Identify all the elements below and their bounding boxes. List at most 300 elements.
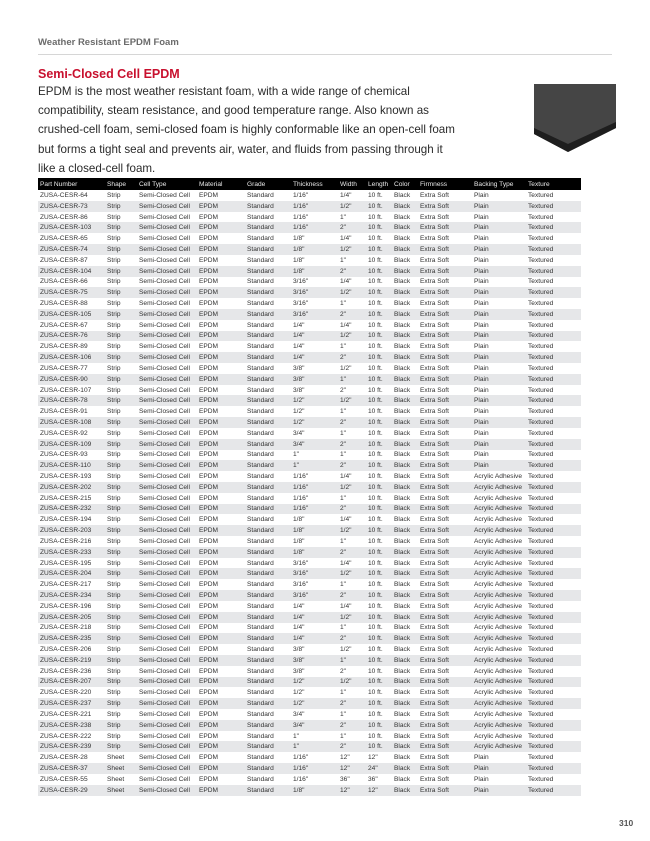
table-row <box>38 341 581 352</box>
table-cell: Extra Soft <box>418 287 472 298</box>
table-cell: 1/8" <box>291 244 338 255</box>
table-cell: Plain <box>474 213 489 221</box>
table-cell: Strip <box>105 222 137 233</box>
table-row <box>38 633 581 644</box>
table-cell: Semi-Closed Cell <box>137 287 197 298</box>
table-cell: Semi-Closed Cell <box>137 741 197 752</box>
table-cell: 10 ft. <box>368 537 383 545</box>
table-cell: 10 ft. <box>366 395 392 406</box>
table-cell: 3/8" <box>293 667 305 675</box>
table-cell: 2" <box>338 547 366 558</box>
table-cell: Semi-Closed Cell <box>137 763 197 774</box>
table-cell: 1/16" <box>291 482 338 493</box>
table-cell: Strip <box>107 300 121 308</box>
table-cell: 10 ft. <box>368 516 383 524</box>
table-cell: Plain <box>472 222 526 233</box>
table-cell: Strip <box>107 689 121 697</box>
table-cell: ZUSA-CESR-221 <box>40 710 92 718</box>
table-cell: Strip <box>107 235 121 243</box>
table-cell: EPDM <box>199 559 219 567</box>
table-row <box>38 666 581 677</box>
table-cell: Strip <box>105 633 137 644</box>
table-row <box>38 352 581 363</box>
table-cell: 1/16" <box>293 213 309 221</box>
table-cell: Acrylic Adhesive <box>472 590 526 601</box>
table-cell: Textured <box>526 460 581 471</box>
table-cell: Plain <box>474 754 489 762</box>
table-cell: ZUSA-CESR-92 <box>40 429 88 437</box>
table-cell: Black <box>394 646 411 654</box>
table-cell: Strip <box>105 568 137 579</box>
table-cell: ZUSA-CESR-235 <box>38 633 105 644</box>
table-cell: ZUSA-CESR-194 <box>40 516 92 524</box>
table-cell: 2" <box>338 222 366 233</box>
table-cell: Semi-Closed Cell <box>137 785 197 796</box>
column-header: Grade <box>245 178 291 190</box>
table-cell: 3/8" <box>293 386 305 394</box>
table-cell: Black <box>394 300 411 308</box>
table-cell: Extra Soft <box>420 667 449 675</box>
table-cell: 12" <box>338 785 366 796</box>
table-cell: 10 ft. <box>366 612 392 623</box>
table-cell: Plain <box>472 287 526 298</box>
table-cell: ZUSA-CESR-195 <box>40 559 92 567</box>
table-cell: Semi-Closed Cell <box>137 331 197 342</box>
table-cell: 2" <box>340 386 347 394</box>
table-cell: Black <box>392 677 418 688</box>
table-cell: EPDM <box>197 331 245 342</box>
table-row <box>38 190 581 201</box>
table-cell: Textured <box>528 343 554 351</box>
table-cell: Black <box>392 482 418 493</box>
table-cell: Strip <box>105 741 137 752</box>
table-cell: Black <box>394 516 411 524</box>
table-cell: Standard <box>245 266 291 277</box>
table-cell: Semi-Closed Cell <box>137 266 197 277</box>
table-cell: Strip <box>105 244 137 255</box>
table-cell: Strip <box>107 516 121 524</box>
table-cell: 1" <box>340 710 347 718</box>
table-cell: Standard <box>247 191 274 199</box>
table-cell: Standard <box>247 494 274 502</box>
table-cell: Extra Soft <box>418 374 472 385</box>
table-cell: Semi-Closed Cell <box>139 364 190 372</box>
table-cell: Plain <box>472 201 526 212</box>
table-row <box>38 687 581 698</box>
table-cell: Standard <box>245 374 291 385</box>
table-cell: 3/16" <box>293 300 309 308</box>
table-cell: Extra Soft <box>418 698 472 709</box>
table-cell: Standard <box>247 386 274 394</box>
table-cell: Extra Soft <box>420 754 449 762</box>
table-cell: Acrylic Adhesive <box>472 612 526 623</box>
table-cell: EPDM <box>199 710 219 718</box>
table-cell: ZUSA-CESR-207 <box>38 677 105 688</box>
table-cell: 1/16" <box>293 494 309 502</box>
table-cell: Textured <box>526 525 581 536</box>
table-cell: 1/16" <box>291 222 338 233</box>
table-cell: Black <box>392 763 418 774</box>
table-cell: EPDM <box>199 689 219 697</box>
table-cell: EPDM <box>197 677 245 688</box>
table-cell: Acrylic Adhesive <box>472 677 526 688</box>
table-cell: Standard <box>247 646 274 654</box>
table-cell: Semi-Closed Cell <box>139 429 190 437</box>
table-cell: 1/8" <box>291 525 338 536</box>
table-row <box>38 482 581 493</box>
table-cell: ZUSA-CESR-239 <box>38 741 105 752</box>
table-cell: 12" <box>340 754 350 762</box>
table-cell: Standard <box>245 244 291 255</box>
table-cell: Strip <box>107 537 121 545</box>
table-row <box>38 277 581 288</box>
table-row <box>38 331 581 342</box>
table-cell: Textured <box>528 667 554 675</box>
table-row <box>38 774 581 785</box>
table-cell: Semi-Closed Cell <box>139 624 190 632</box>
table-cell: Textured <box>526 222 581 233</box>
table-cell: Black <box>392 612 418 623</box>
table-cell: Strip <box>107 343 121 351</box>
table-row <box>38 374 581 385</box>
table-cell: 1" <box>340 624 347 632</box>
table-cell: Strip <box>105 439 137 450</box>
table-cell: EPDM <box>197 547 245 558</box>
table-cell: 1/8" <box>291 266 338 277</box>
table-cell: ZUSA-CESR-91 <box>40 408 88 416</box>
table-cell: Strip <box>105 201 137 212</box>
table-cell: Standard <box>247 710 274 718</box>
table-cell: 1" <box>340 300 347 308</box>
table-cell: Extra Soft <box>418 417 472 428</box>
table-cell: Textured <box>528 191 554 199</box>
table-cell: Semi-Closed Cell <box>137 352 197 363</box>
table-row <box>38 460 581 471</box>
table-cell: 1" <box>340 581 347 589</box>
table-row <box>38 568 581 579</box>
table-cell: EPDM <box>199 473 219 481</box>
table-cell: Black <box>394 494 411 502</box>
table-cell: Extra Soft <box>418 785 472 796</box>
table-cell: 1/2" <box>340 646 352 654</box>
table-cell: Semi-Closed Cell <box>137 374 197 385</box>
table-cell: Black <box>392 568 418 579</box>
table-cell: Plain <box>472 266 526 277</box>
table-cell: Extra Soft <box>418 482 472 493</box>
table-cell: Black <box>394 473 411 481</box>
table-cell: 3/16" <box>293 278 309 286</box>
table-cell: Standard <box>247 235 274 243</box>
table-row <box>38 752 581 763</box>
table-cell: Textured <box>528 775 554 783</box>
table-cell: Textured <box>528 235 554 243</box>
table-cell: Extra Soft <box>420 689 449 697</box>
table-cell: EPDM <box>197 287 245 298</box>
table-cell: ZUSA-CESR-238 <box>38 720 105 731</box>
table-cell: Extra Soft <box>418 222 472 233</box>
table-cell: 1/4" <box>291 612 338 623</box>
table-cell: EPDM <box>197 395 245 406</box>
table-row <box>38 266 581 277</box>
table-cell: Standard <box>247 213 274 221</box>
table-cell: ZUSA-CESR-65 <box>40 235 88 243</box>
table-cell: Semi-Closed Cell <box>137 547 197 558</box>
table-cell: 3/8" <box>291 374 338 385</box>
table-cell: Acrylic Adhesive <box>474 494 523 502</box>
table-cell: Strip <box>107 473 121 481</box>
table-cell: 1/2" <box>338 244 366 255</box>
table-cell: 3/16" <box>293 559 309 567</box>
table-cell: 1/2" <box>338 395 366 406</box>
table-cell: EPDM <box>199 429 219 437</box>
table-cell: Semi-Closed Cell <box>139 278 190 286</box>
table-cell: Semi-Closed Cell <box>139 343 190 351</box>
table-cell: Standard <box>247 364 274 372</box>
table-cell: EPDM <box>197 417 245 428</box>
table-cell: 1/4" <box>293 602 305 610</box>
table-cell: Strip <box>107 256 121 264</box>
table-row <box>38 590 581 601</box>
table-cell: EPDM <box>199 646 219 654</box>
table-cell: 1/2" <box>291 677 338 688</box>
column-header: Texture <box>526 178 581 190</box>
table-cell: 10 ft. <box>368 321 383 329</box>
table-cell: Black <box>394 581 411 589</box>
table-cell: Extra Soft <box>418 633 472 644</box>
table-cell: Semi-Closed Cell <box>137 698 197 709</box>
table-cell: EPDM <box>199 602 219 610</box>
table-cell: Plain <box>474 386 489 394</box>
column-header: Shape <box>105 178 137 190</box>
table-cell: Textured <box>528 537 554 545</box>
table-row <box>38 212 581 223</box>
table-cell: Semi-Closed Cell <box>137 720 197 731</box>
table-cell: ZUSA-CESR-233 <box>38 547 105 558</box>
table-cell: Textured <box>528 646 554 654</box>
table-cell: 1/2" <box>340 364 352 372</box>
table-cell: Semi-Closed Cell <box>137 525 197 536</box>
table-cell: 1/4" <box>291 331 338 342</box>
table-cell: 10 ft. <box>368 343 383 351</box>
table-cell: Plain <box>472 309 526 320</box>
table-cell: ZUSA-CESR-237 <box>38 698 105 709</box>
table-cell: Strip <box>105 331 137 342</box>
table-cell: 2" <box>338 460 366 471</box>
table-cell: EPDM <box>197 482 245 493</box>
table-cell: Black <box>394 321 411 329</box>
table-cell: Standard <box>247 602 274 610</box>
table-row <box>38 698 581 709</box>
table-cell: 10 ft. <box>366 331 392 342</box>
table-cell: Standard <box>247 516 274 524</box>
table-cell: Textured <box>526 309 581 320</box>
column-header: Firmness <box>418 178 472 190</box>
table-cell: Extra Soft <box>420 646 449 654</box>
table-cell: 1/16" <box>293 191 309 199</box>
table-cell: Strip <box>107 494 121 502</box>
table-cell: Acrylic Adhesive <box>474 559 523 567</box>
table-cell: 10 ft. <box>368 429 383 437</box>
table-cell: Plain <box>472 374 526 385</box>
table-cell: Black <box>392 417 418 428</box>
table-cell: Black <box>394 667 411 675</box>
table-row <box>38 514 581 525</box>
table-cell: Semi-Closed Cell <box>137 201 197 212</box>
table-cell: 1" <box>340 494 347 502</box>
table-cell: EPDM <box>197 439 245 450</box>
table-cell: Plain <box>472 763 526 774</box>
table-cell: Extra Soft <box>420 386 449 394</box>
table-cell: Black <box>394 191 411 199</box>
table-cell: 3/16" <box>291 309 338 320</box>
table-cell: Textured <box>528 732 554 740</box>
table-cell: Acrylic Adhesive <box>474 602 523 610</box>
table-cell: Semi-Closed Cell <box>137 222 197 233</box>
table-cell: ZUSA-CESR-109 <box>38 439 105 450</box>
table-cell: Acrylic Adhesive <box>474 732 523 740</box>
table-cell: Extra Soft <box>420 710 449 718</box>
table-cell: 10 ft. <box>368 235 383 243</box>
table-cell: ZUSA-CESR-90 <box>38 374 105 385</box>
table-cell: ZUSA-CESR-37 <box>38 763 105 774</box>
table-cell: 10 ft. <box>368 300 383 308</box>
table-row <box>38 709 581 720</box>
table-cell: 10 ft. <box>368 278 383 286</box>
table-cell: ZUSA-CESR-232 <box>38 504 105 515</box>
table-row <box>38 731 581 742</box>
table-cell: EPDM <box>199 624 219 632</box>
table-cell: 10 ft. <box>366 655 392 666</box>
table-cell: 10 ft. <box>368 581 383 589</box>
table-cell: Textured <box>526 590 581 601</box>
column-header: Width <box>338 178 366 190</box>
table-cell: Semi-Closed Cell <box>139 775 190 783</box>
table-cell: Black <box>392 785 418 796</box>
table-cell: Standard <box>247 343 274 351</box>
table-cell: ZUSA-CESR-55 <box>40 775 88 783</box>
table-cell: Semi-Closed Cell <box>137 439 197 450</box>
product-description: EPDM is the most weather resistant foam, with a wide range of chemical compatibility, steam resistance, and good temperature range. Also known as crushed-cell foam, semi-closed foam is highly conformable like an open-cell foam but forms a tight seal and prevents air, water, and fluids from passing through it like a closed-cell foam. <box>38 85 455 175</box>
table-cell: Extra Soft <box>420 364 449 372</box>
table-cell: EPDM <box>199 581 219 589</box>
table-cell: Semi-Closed Cell <box>139 386 190 394</box>
table-cell: Standard <box>245 460 291 471</box>
table-cell: Strip <box>105 504 137 515</box>
table-row <box>38 579 581 590</box>
table-cell: 1" <box>338 374 366 385</box>
table-cell: ZUSA-CESR-67 <box>40 321 88 329</box>
table-cell: Strip <box>107 321 121 329</box>
table-cell: Strip <box>105 612 137 623</box>
table-cell: Textured <box>528 429 554 437</box>
table-cell: Black <box>392 698 418 709</box>
table-cell: Semi-Closed Cell <box>139 213 190 221</box>
table-cell: Extra Soft <box>418 352 472 363</box>
table-cell: Acrylic Adhesive <box>474 689 523 697</box>
table-cell: Acrylic Adhesive <box>472 655 526 666</box>
table-cell: Textured <box>528 494 554 502</box>
table-cell: 10 ft. <box>368 559 383 567</box>
table-cell: Extra Soft <box>420 775 449 783</box>
table-cell: Plain <box>474 408 489 416</box>
table-cell: 10 ft. <box>366 374 392 385</box>
table-cell: 1" <box>340 256 347 264</box>
table-cell: Standard <box>245 677 291 688</box>
table-cell: Acrylic Adhesive <box>472 568 526 579</box>
table-cell: Extra Soft <box>420 473 449 481</box>
table-cell: Textured <box>528 451 554 459</box>
table-cell: Black <box>392 655 418 666</box>
table-cell: ZUSA-CESR-87 <box>40 256 88 264</box>
table-cell: 1/8" <box>293 516 305 524</box>
table-cell: 1/2" <box>291 395 338 406</box>
table-cell: Textured <box>528 473 554 481</box>
table-cell: EPDM <box>199 537 219 545</box>
table-cell: Textured <box>528 624 554 632</box>
table-cell: Extra Soft <box>418 504 472 515</box>
table-cell: Plain <box>474 451 489 459</box>
table-cell: Sheet <box>107 754 125 762</box>
table-row <box>38 309 581 320</box>
table-cell: Extra Soft <box>420 191 449 199</box>
table-cell: 36" <box>368 775 378 783</box>
table-cell: Semi-Closed Cell <box>139 256 190 264</box>
table-cell: Semi-Closed Cell <box>139 516 190 524</box>
table-cell: ZUSA-CESR-104 <box>38 266 105 277</box>
table-cell: EPDM <box>197 201 245 212</box>
table-cell: Extra Soft <box>420 278 449 286</box>
table-cell: Textured <box>528 516 554 524</box>
column-header: Color <box>392 178 418 190</box>
table-cell: EPDM <box>199 451 219 459</box>
table-cell: EPDM <box>197 568 245 579</box>
table-cell: EPDM <box>197 504 245 515</box>
table-cell: ZUSA-CESR-202 <box>38 482 105 493</box>
table-cell: Extra Soft <box>420 213 449 221</box>
table-cell: Textured <box>528 408 554 416</box>
table-cell: 10 ft. <box>366 720 392 731</box>
table-cell: ZUSA-CESR-196 <box>40 602 92 610</box>
table-cell: Semi-Closed Cell <box>137 568 197 579</box>
table-cell: Strip <box>107 732 121 740</box>
table-cell: 10 ft. <box>368 191 383 199</box>
table-cell: EPDM <box>199 732 219 740</box>
table-cell: Strip <box>105 417 137 428</box>
table-cell: ZUSA-CESR-29 <box>38 785 105 796</box>
table-cell: Standard <box>245 612 291 623</box>
table-row <box>38 558 581 569</box>
table-cell: Strip <box>105 655 137 666</box>
table-cell: EPDM <box>197 633 245 644</box>
table-cell: 1/2" <box>338 568 366 579</box>
table-cell: EPDM <box>197 590 245 601</box>
table-row <box>38 385 581 396</box>
table-cell: 1/4" <box>293 624 305 632</box>
table-cell: 1" <box>293 732 300 740</box>
table-cell: Standard <box>247 300 274 308</box>
table-row <box>38 450 581 461</box>
table-cell: EPDM <box>197 525 245 536</box>
table-cell: Semi-Closed Cell <box>139 494 190 502</box>
table-cell: EPDM <box>199 494 219 502</box>
table-cell: Textured <box>526 331 581 342</box>
table-cell: 1/2" <box>338 677 366 688</box>
table-cell: ZUSA-CESR-105 <box>38 309 105 320</box>
table-row <box>38 677 581 688</box>
table-cell: ZUSA-CESR-206 <box>40 646 92 654</box>
table-cell: Plain <box>472 460 526 471</box>
table-cell: Acrylic Adhesive <box>474 581 523 589</box>
